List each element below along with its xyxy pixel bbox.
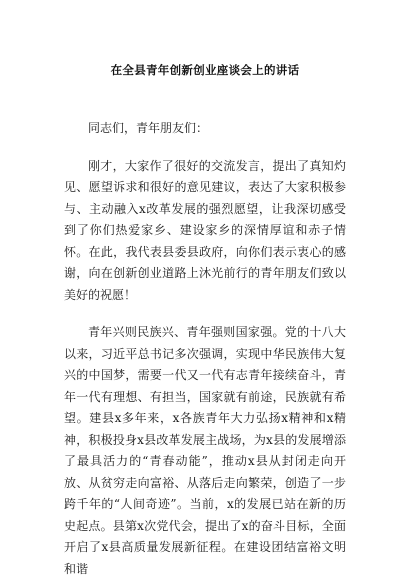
paragraph-1: 刚才，大家作了很好的交流发言，提出了真知灼见、愿望诉求和很好的意见建议，表达了大家积极参与、主动融入x改革发展的强烈愿望，让我深切感受到了你们热爱家乡、建设家乡的深情厚谊和赤子情怀。在此，我代表县委县政府，向你们表示衷心的感谢，向在创新创业道路上沐光前行的青年朋友们致以美好的祝愿！ xyxy=(64,158,346,302)
salutation: 同志们，青年朋友们： xyxy=(88,121,209,135)
paragraph-2: 青年兴则民族兴、青年强则国家强。党的十八大以来，习近平总书记多次强调，实现中华民族伟大复兴的中国梦，需要一代又一代有志青年接续奋斗，青年一代有理想、有担当，国家就有前途，民族就有希望。建县x多年来，x各族青年大力弘扬x精神和x精神，积极投身x县改革发展主战场，为x县的发展增添了最具活力的“青春动能”，推动x县从封闭走向开放、从贫穷走向富裕、从落后走向繁荣，创造了一步跨千年的“人间奇迹”。当前，x的发展已站在新的历史起点。县第x次党代会，提出了x的奋斗目标，全面开启了x县高质量发展新征程。在建设团结富裕文明和谐 xyxy=(64,325,346,576)
document-title: 在全县青年创新创业座谈会上的讲话 xyxy=(110,63,300,77)
document-body xyxy=(64,118,346,580)
